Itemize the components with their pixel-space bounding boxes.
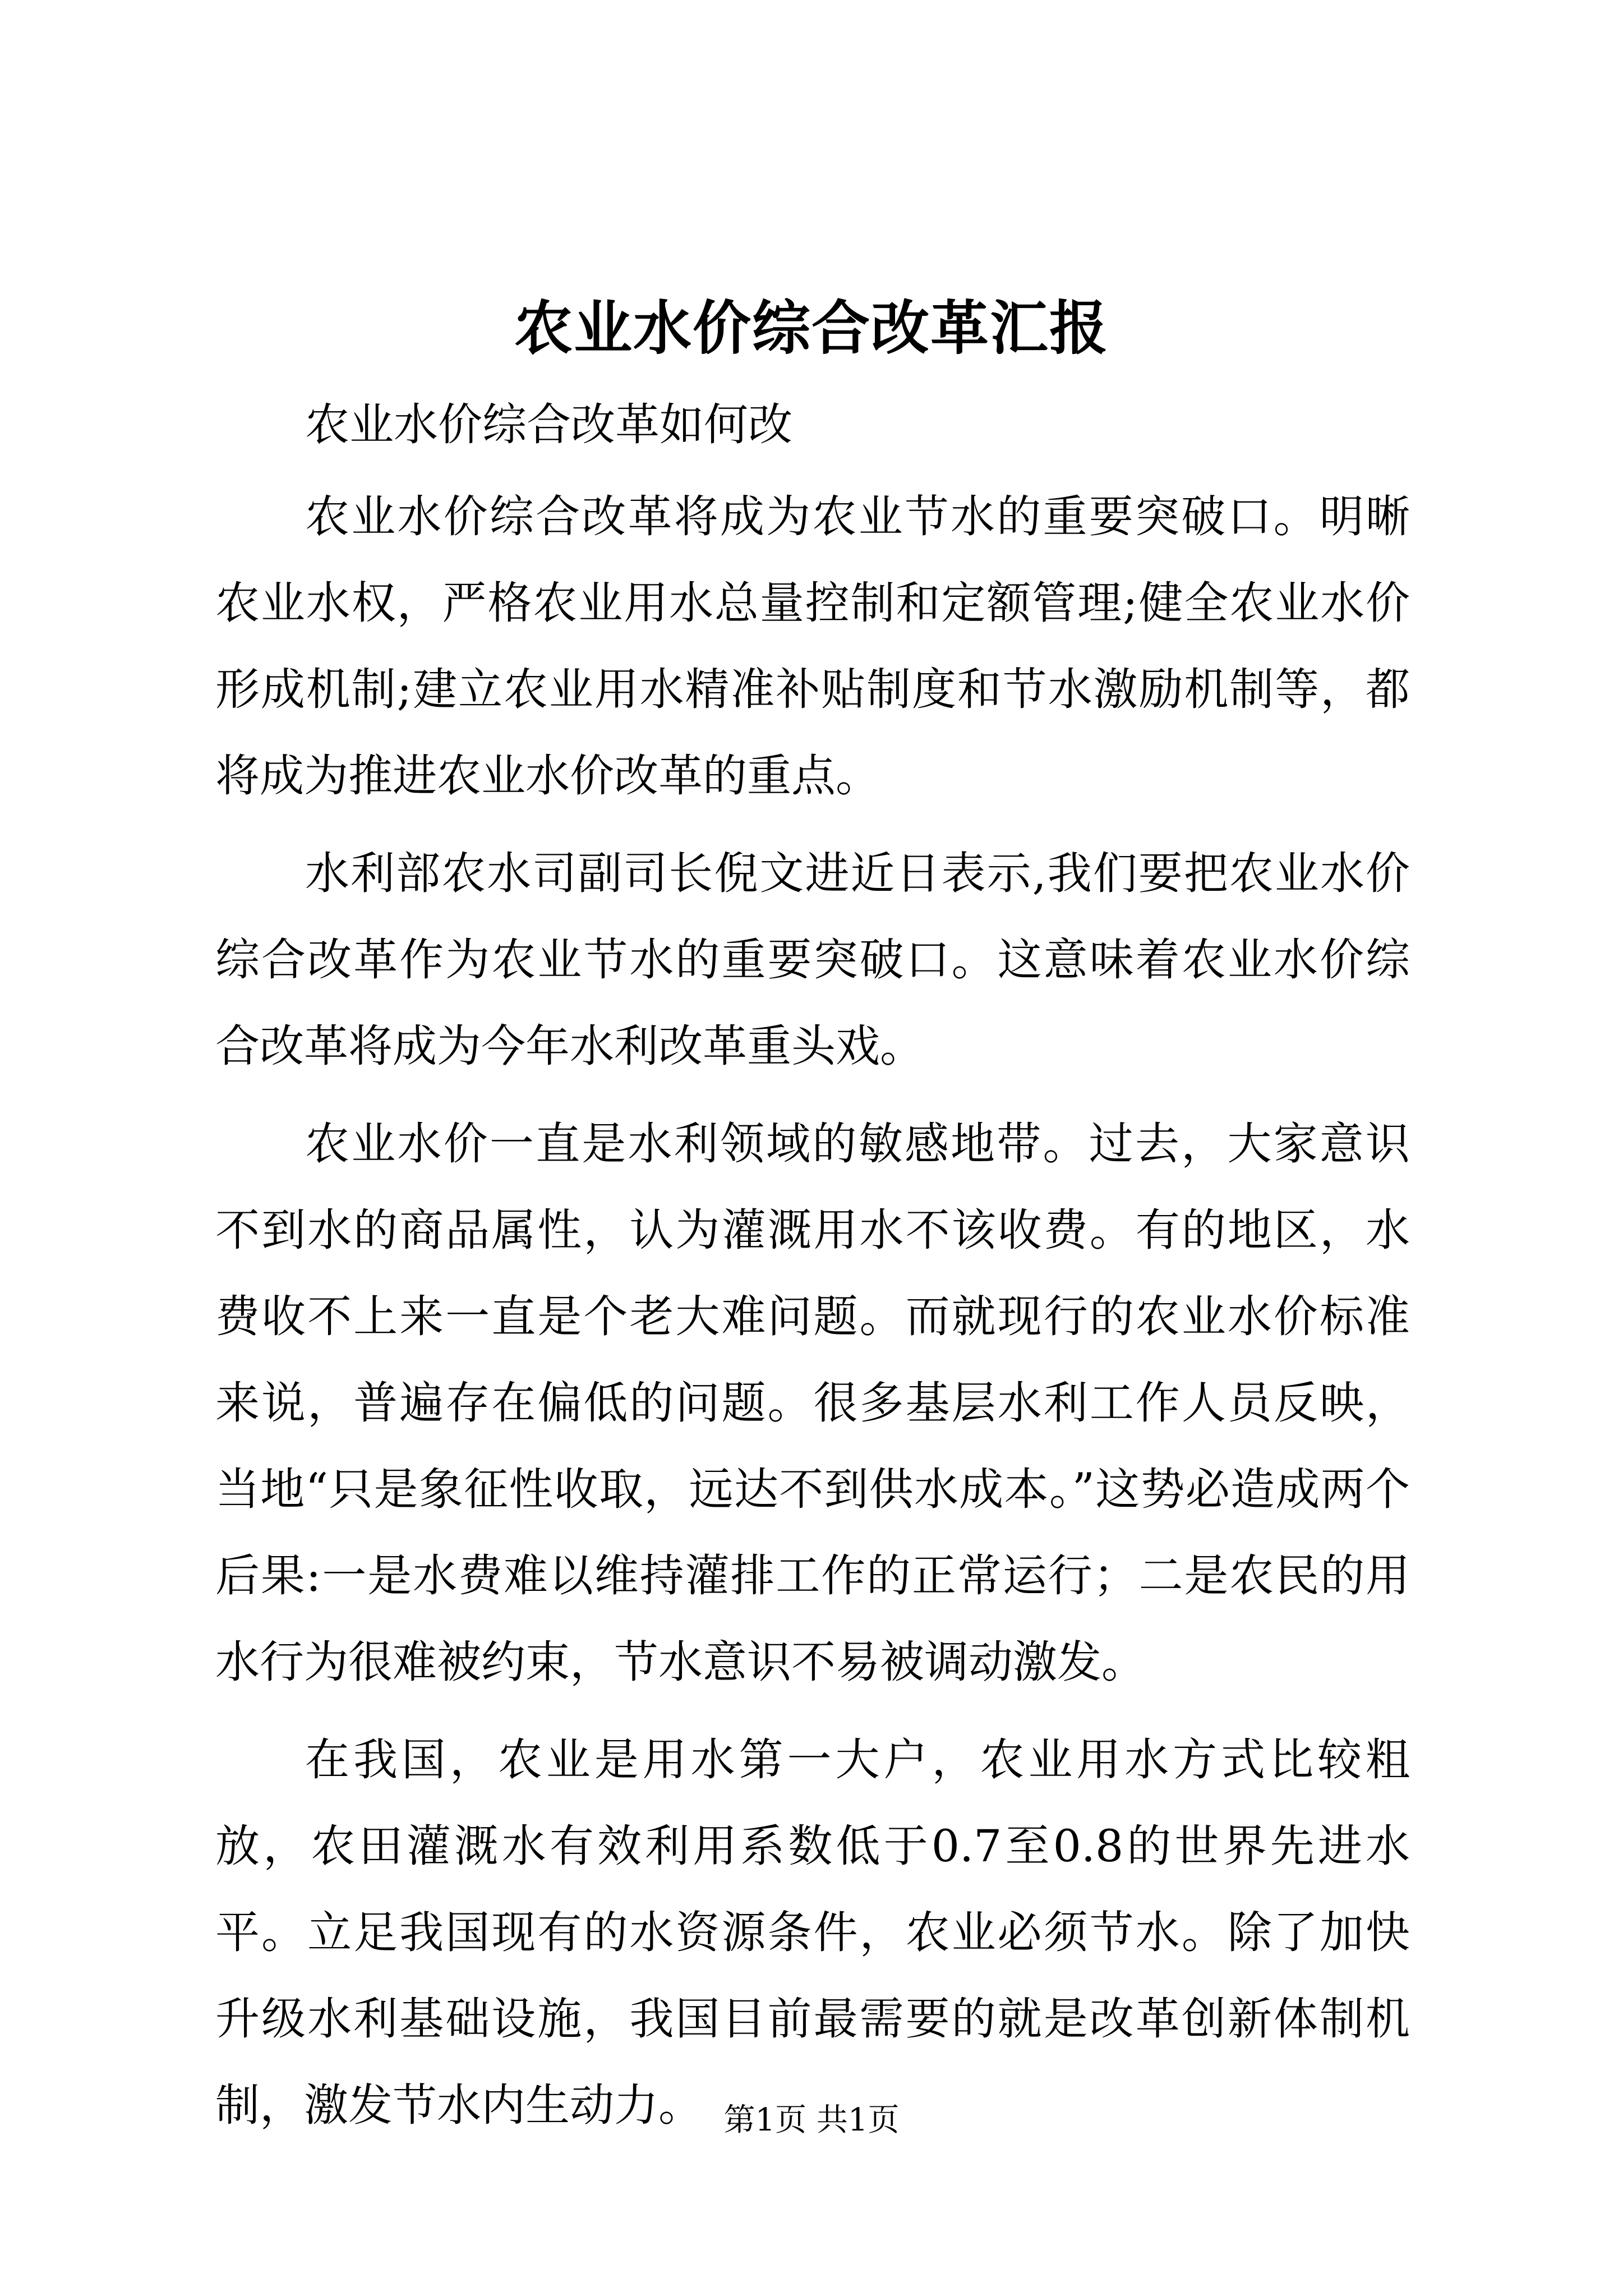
paragraph: 农业水价一直是水利领域的敏感地带。过去，大家意识不到水的商品属性，认为灌溉用水不该收费。有的地区，水费收不上来一直是个老大难问题。而就现行的农业水价标准来说，普遍存在偏低的问题。很多基层水利工作人员反映，当地“只是象征性收取，远达不到供水成本。”这势必造成两个后果:一是水费难以维持灌排工作的正常运行；二是农民的用水行为很难被约束，节水意识不易被调动激发。 xyxy=(215,1118,1410,1688)
paragraph: 农业水价综合改革将成为农业节水的重要突破口。明晰农业水权，严格农业用水总量控制和定额管理;健全农业水价形成机制;建立农业用水精准补贴制度和节水激励机制等，都将成为推进农业水价改革的重点。 xyxy=(215,491,1410,802)
paragraph: 水利部农水司副司长倪文进近日表示,我们要把农业水价综合改革作为农业节水的重要突破口。这意味着农业水价综合改革将成为今年水利改革重头戏。 xyxy=(215,848,1410,1072)
document-title: 农业水价综合改革汇报 xyxy=(514,293,1109,362)
paragraph: 在我国，农业是用水第一大户，农业用水方式比较粗放，农田灌溉水有效利用系数低于0.7至0.8的世界先进水平。立足我国现有的水资源条件，农业必须节水。除了加快升级水利基础设施，我国目前最需要的就是改革创新体制机制，激发节水内生动力。 xyxy=(215,1734,1410,2131)
page-number-footer: 第1页 共1页 xyxy=(723,2102,900,2138)
document-body xyxy=(215,381,1410,2160)
section-heading: 农业水价综合改革如何改 xyxy=(305,399,792,450)
